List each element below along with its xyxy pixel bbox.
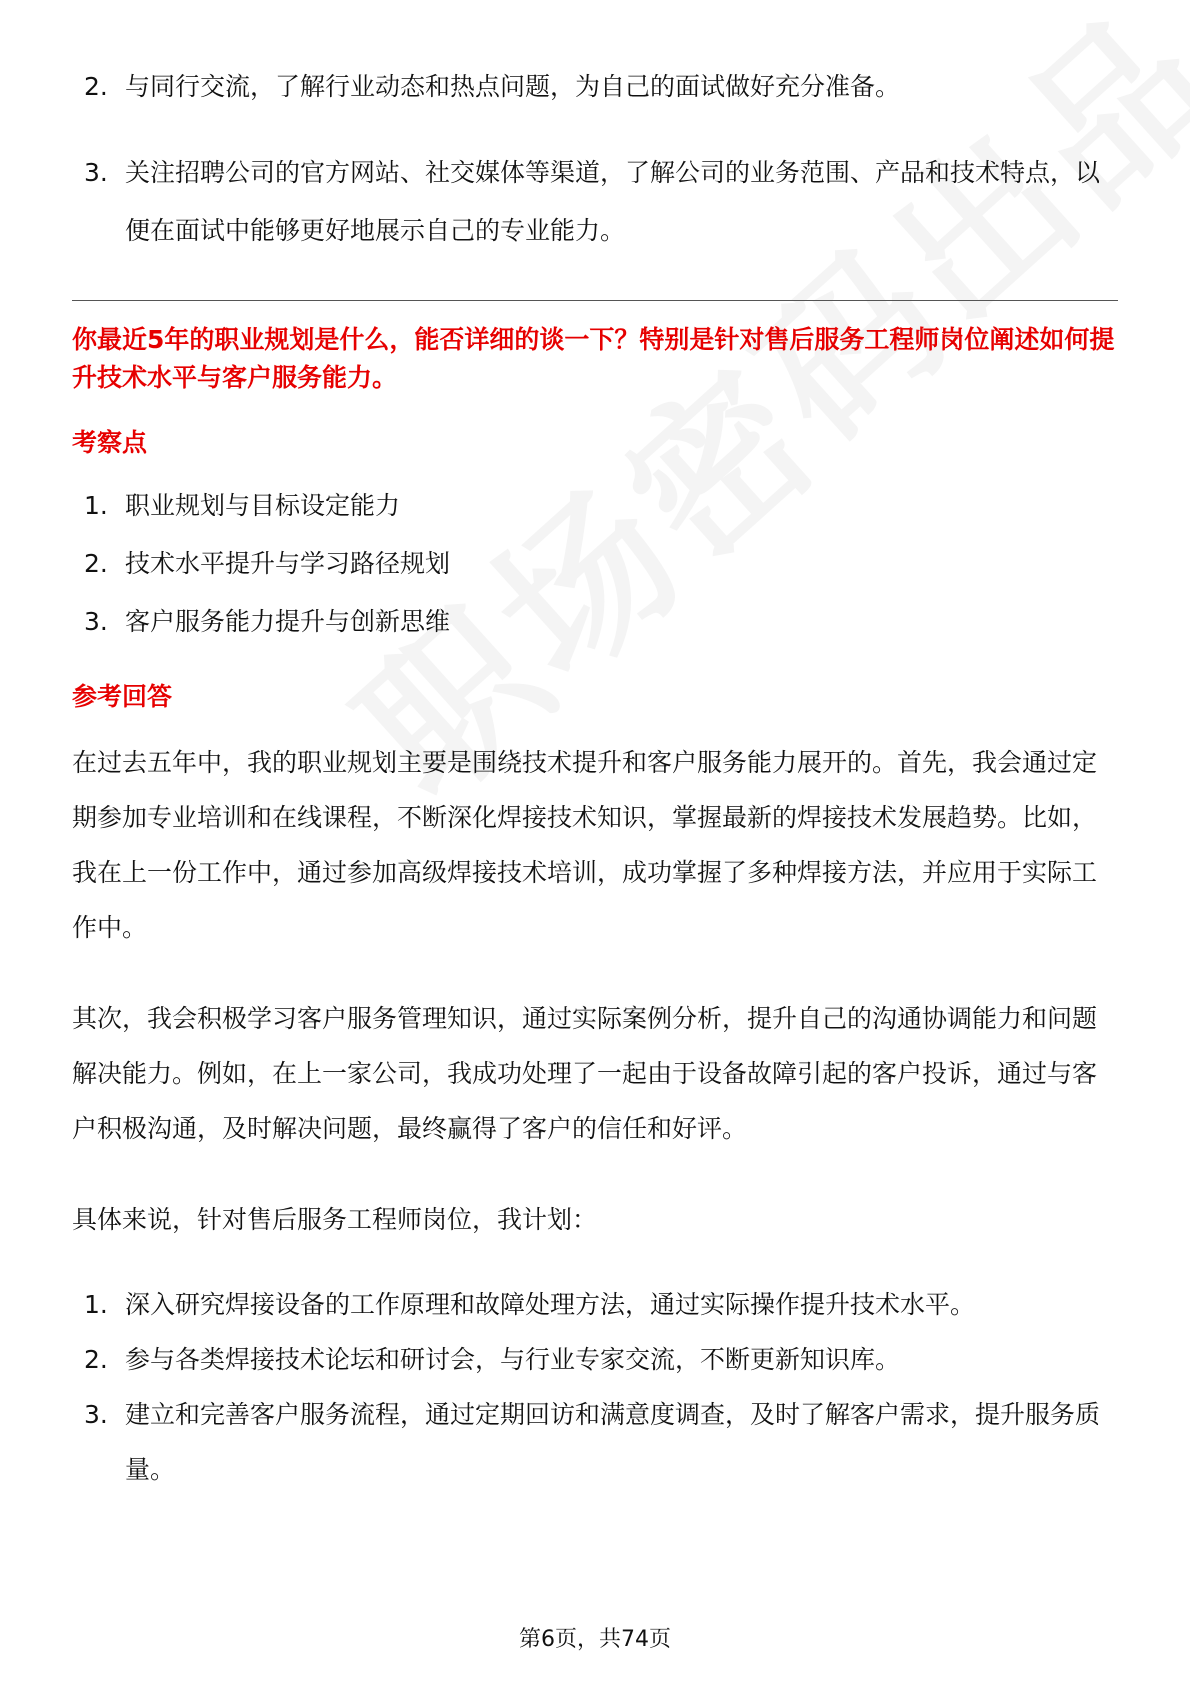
list-item-number: 1.: [84, 1290, 108, 1319]
list-item-text: 参与各类焊接技术论坛和研讨会，与行业专家交流，不断更新知识库。: [125, 1345, 901, 1374]
list-item-text: 技术水平提升与学习路径规划: [125, 549, 451, 578]
list-item: [72, 58, 1118, 116]
list-item-text: 与同行交流，了解行业动态和热点问题，为自己的面试做好充分准备。: [125, 72, 901, 101]
list-item: [72, 1332, 1118, 1387]
list-item-text: 建立和完善客户服务流程，通过定期回访和满意度调查，及时了解客户需求，提升服务质量。: [125, 1400, 1101, 1484]
answer-paragraph: 具体来说，针对售后服务工程师岗位，我计划：: [72, 1205, 598, 1234]
list-item: [72, 477, 1118, 535]
kaocha-heading: 考察点: [72, 428, 148, 457]
list-item: [72, 144, 1118, 260]
list-item-number: 3.: [84, 158, 108, 187]
list-item: [72, 1387, 1118, 1497]
answer-paragraph: 其次，我会积极学习客户服务管理知识，通过实际案例分析，提升自己的沟通协调能力和问题解决能力。例如，在上一家公司，我成功处理了一起由于设备故障引起的客户投诉，通过与客户积极沟通，及时解决问题，最终赢得了客户的信任和好评。: [72, 1004, 1098, 1143]
list-item-text: 职业规划与目标设定能力: [125, 491, 401, 520]
list-item-number: 3.: [84, 607, 108, 636]
list-item-text: 深入研究焊接设备的工作原理和故障处理方法，通过实际操作提升技术水平。: [125, 1290, 976, 1319]
list-item-number: 2.: [84, 549, 108, 578]
plan-list: [72, 1277, 1118, 1497]
list-item: [72, 1277, 1118, 1332]
list-item-number: 3.: [84, 1400, 108, 1429]
kaocha-list: [72, 477, 1118, 651]
list-item-number: 2.: [84, 1345, 108, 1374]
page-content: [72, 58, 1118, 1497]
list-item-text: 客户服务能力提升与创新思维: [125, 607, 451, 636]
list-item: [72, 593, 1118, 651]
page-footer: 第6页，共74页: [519, 1627, 671, 1652]
list-item: [72, 535, 1118, 593]
interview-question: 你最近5年的职业规划是什么，能否详细的谈一下？特别是针对售后服务工程师岗位阐述如何提升技术水平与客户服务能力。: [72, 325, 1115, 392]
list-item-text: 关注招聘公司的官方网站、社交媒体等渠道，了解公司的业务范围、产品和技术特点，以便在面试中能够更好地展示自己的专业能力。: [125, 158, 1101, 245]
top-list: [72, 58, 1118, 260]
list-item-number: 1.: [84, 491, 108, 520]
list-item-number: 2.: [84, 72, 108, 101]
section-divider: [72, 300, 1118, 301]
answer-paragraph: 在过去五年中，我的职业规划主要是围绕技术提升和客户服务能力展开的。首先，我会通过定期参加专业培训和在线课程，不断深化焊接技术知识，掌握最新的焊接技术发展趋势。比如，我在上一份工作中，通过参加高级焊接技术培训，成功掌握了多种焊接方法，并应用于实际工作中。: [72, 748, 1098, 942]
answer-heading: 参考回答: [72, 682, 173, 711]
